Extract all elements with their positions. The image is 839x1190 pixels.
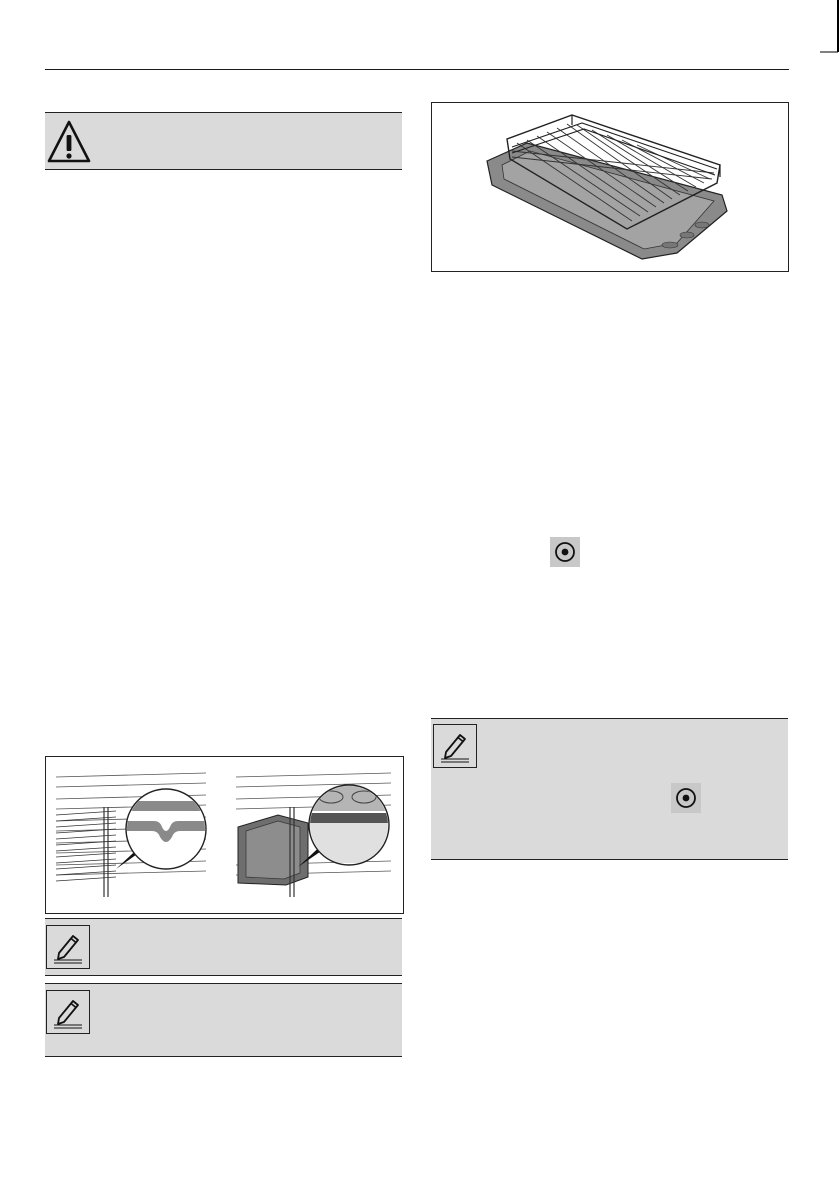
wire-rack-on-tray-illustration <box>432 103 788 271</box>
figure-rack-insertion <box>45 756 404 914</box>
note-box-left-1 <box>45 918 402 976</box>
fan-circle-symbol-in-note <box>671 783 701 813</box>
note-box-right <box>431 718 788 860</box>
header-rule <box>45 69 789 70</box>
pencil-note-icon <box>433 724 477 768</box>
figure-grill-and-tray <box>431 102 789 272</box>
pencil-note-icon <box>46 990 90 1034</box>
page-corner-mark <box>820 0 839 55</box>
rack-slot-detail-illustration <box>46 757 403 913</box>
pencil-note-icon <box>46 925 90 969</box>
warning-box <box>45 112 402 170</box>
warning-triangle-icon <box>45 117 93 165</box>
fan-circle-symbol <box>550 537 580 567</box>
note-box-left-2 <box>45 983 402 1057</box>
